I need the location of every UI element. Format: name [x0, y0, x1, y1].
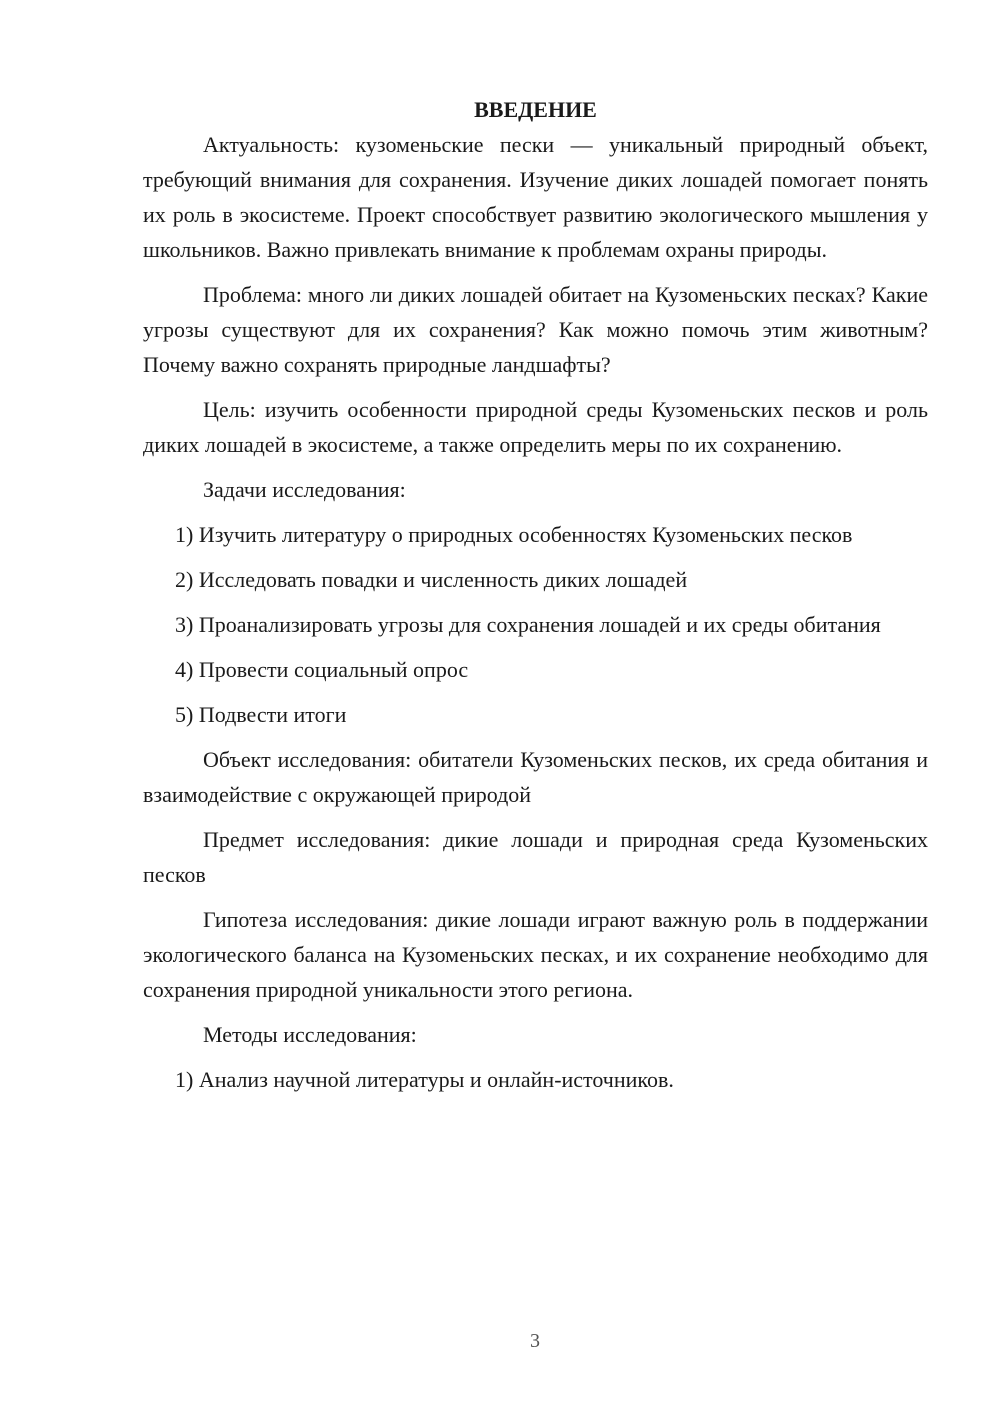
subject-paragraph: Предмет исследования: дикие лошади и природная среда Кузоменьских песков	[143, 827, 928, 887]
section-heading: ВВЕДЕНИЕ	[474, 97, 597, 122]
tasks-heading: Задачи исследования:	[203, 477, 406, 502]
task-item: 1) Изучить литературу о природных особенностях Кузоменьских песков	[175, 522, 853, 547]
object-paragraph: Объект исследования: обитатели Кузоменьских песков, их среда обитания и взаимодействие с окружающей природой	[143, 747, 928, 807]
method-item: 1) Анализ научной литературы и онлайн-источников.	[175, 1067, 674, 1092]
problem-paragraph: Проблема: много ли диких лошадей обитает на Кузоменьских песках? Какие угрозы существуют для их сохранения? Как можно помочь этим животным? Почему важно сохранять природные ландшафты?	[143, 282, 928, 377]
page-number: 3	[530, 1330, 540, 1352]
hypothesis-paragraph: Гипотеза исследования: дикие лошади играют важную роль в поддержании экологического баланса на Кузоменьских песках, и их сохранение необходимо для сохранения природной уникальности этого региона.	[143, 907, 928, 1002]
task-item: 2) Исследовать повадки и численность диких лошадей	[175, 567, 688, 592]
methods-heading: Методы исследования:	[203, 1022, 417, 1047]
goal-paragraph: Цель: изучить особенности природной среды Кузоменьских песков и роль диких лошадей в экосистеме, а также определить меры по их сохранению.	[143, 397, 928, 457]
relevance-paragraph: Актуальность: кузоменьские пески — уникальный природный объект, требующий внимания для сохранения. Изучение диких лошадей помогает понять их роль в экосистеме. Проект способствует развитию экологического мышления у школьников. Важно привлекать внимание к проблемам охраны природы.	[143, 132, 928, 262]
document-page	[143, 92, 928, 1097]
task-item: 3) Проанализировать угрозы для сохранения лошадей и их среды обитания	[175, 612, 881, 637]
task-item: 4) Провести социальный опрос	[175, 657, 469, 682]
task-item: 5) Подвести итоги	[175, 702, 347, 727]
